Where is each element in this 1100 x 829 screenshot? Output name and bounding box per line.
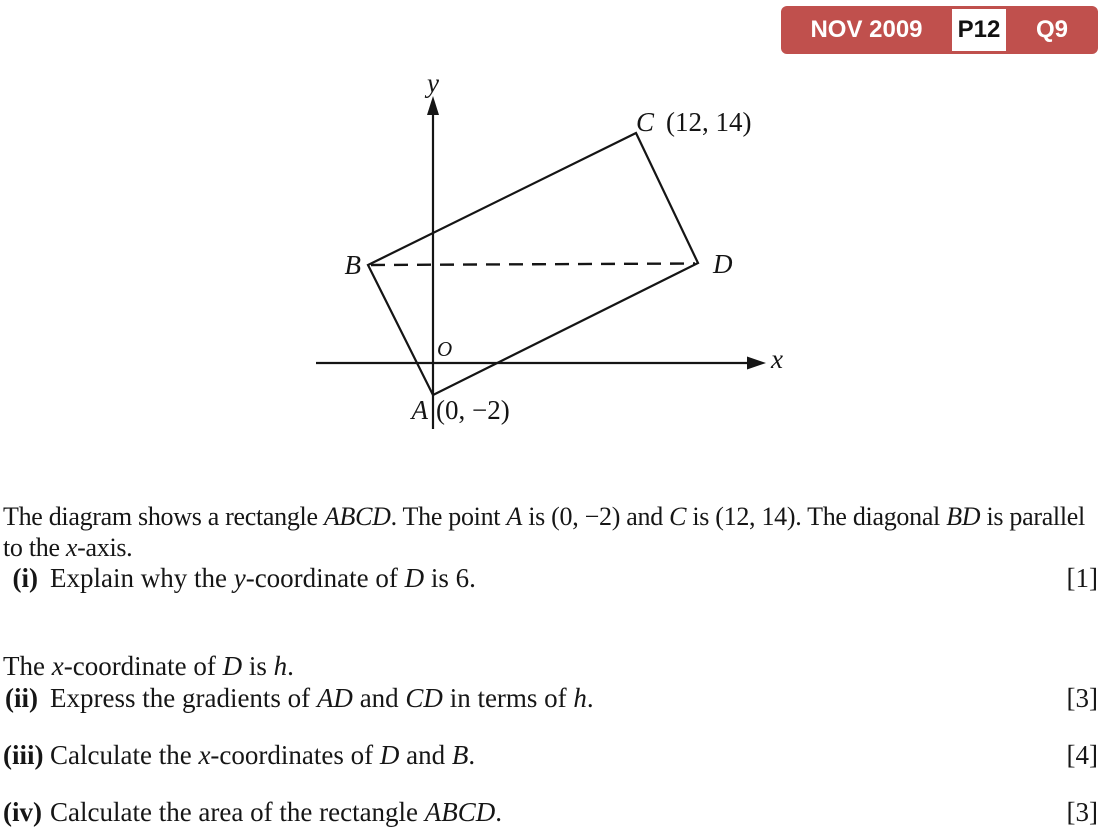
question-number: (iii) (3, 740, 44, 770)
x-axis-arrowhead (747, 357, 766, 370)
y-axis-arrowhead (427, 96, 439, 115)
badge-paper-label: P12 (952, 9, 1006, 51)
marks-badge: [3] (1066, 683, 1098, 713)
note-statement: The x-coordinate of D is h. (3, 651, 294, 681)
diagonal-bd-dashed-line (371, 264, 695, 266)
y-axis-label: y (427, 68, 439, 98)
coordinate-diagram (300, 65, 800, 445)
problem-statement: The diagram shows a rectangle ABCD. The point A is (0, −2) and C is (12, 14). The diagonal BD is parallel to the x-axis. (3, 502, 1085, 562)
question-row-ii (3, 683, 1098, 715)
point-d-label: D (713, 249, 733, 279)
point-c-coords: (12, 14) (666, 107, 752, 137)
marks-badge: [4] (1066, 740, 1098, 770)
question-ref-badge (781, 6, 1098, 54)
question-row-iii (3, 740, 1098, 772)
question-row-i (3, 563, 1098, 595)
question-text: Calculate the area of the rectangle ABCD. (50, 797, 503, 827)
question-text: Explain why the y-coordinate of D is 6. (50, 563, 476, 593)
origin-label: O (437, 337, 453, 361)
diagram-svg (300, 65, 800, 445)
question-number: (ii) (5, 683, 38, 713)
question-number: (iv) (3, 797, 42, 827)
question-row-iv (3, 797, 1098, 829)
badge-question-label: Q9 (1035, 16, 1068, 43)
question-number: (i) (12, 563, 38, 593)
question-text: Calculate the x-coordinates of D and B. (50, 740, 476, 770)
point-b-label: B (344, 250, 361, 280)
point-a-label: A (411, 395, 428, 425)
point-c-label: C (636, 107, 655, 137)
marks-badge: [1] (1066, 563, 1098, 593)
badge-session-label: NOV 2009 (810, 16, 923, 43)
x-axis-label: x (771, 344, 783, 374)
marks-badge: [3] (1066, 797, 1098, 827)
point-a-coords: (0, −2) (436, 395, 510, 425)
question-text: Express the gradients of AD and CD in terms of h. (50, 683, 594, 713)
